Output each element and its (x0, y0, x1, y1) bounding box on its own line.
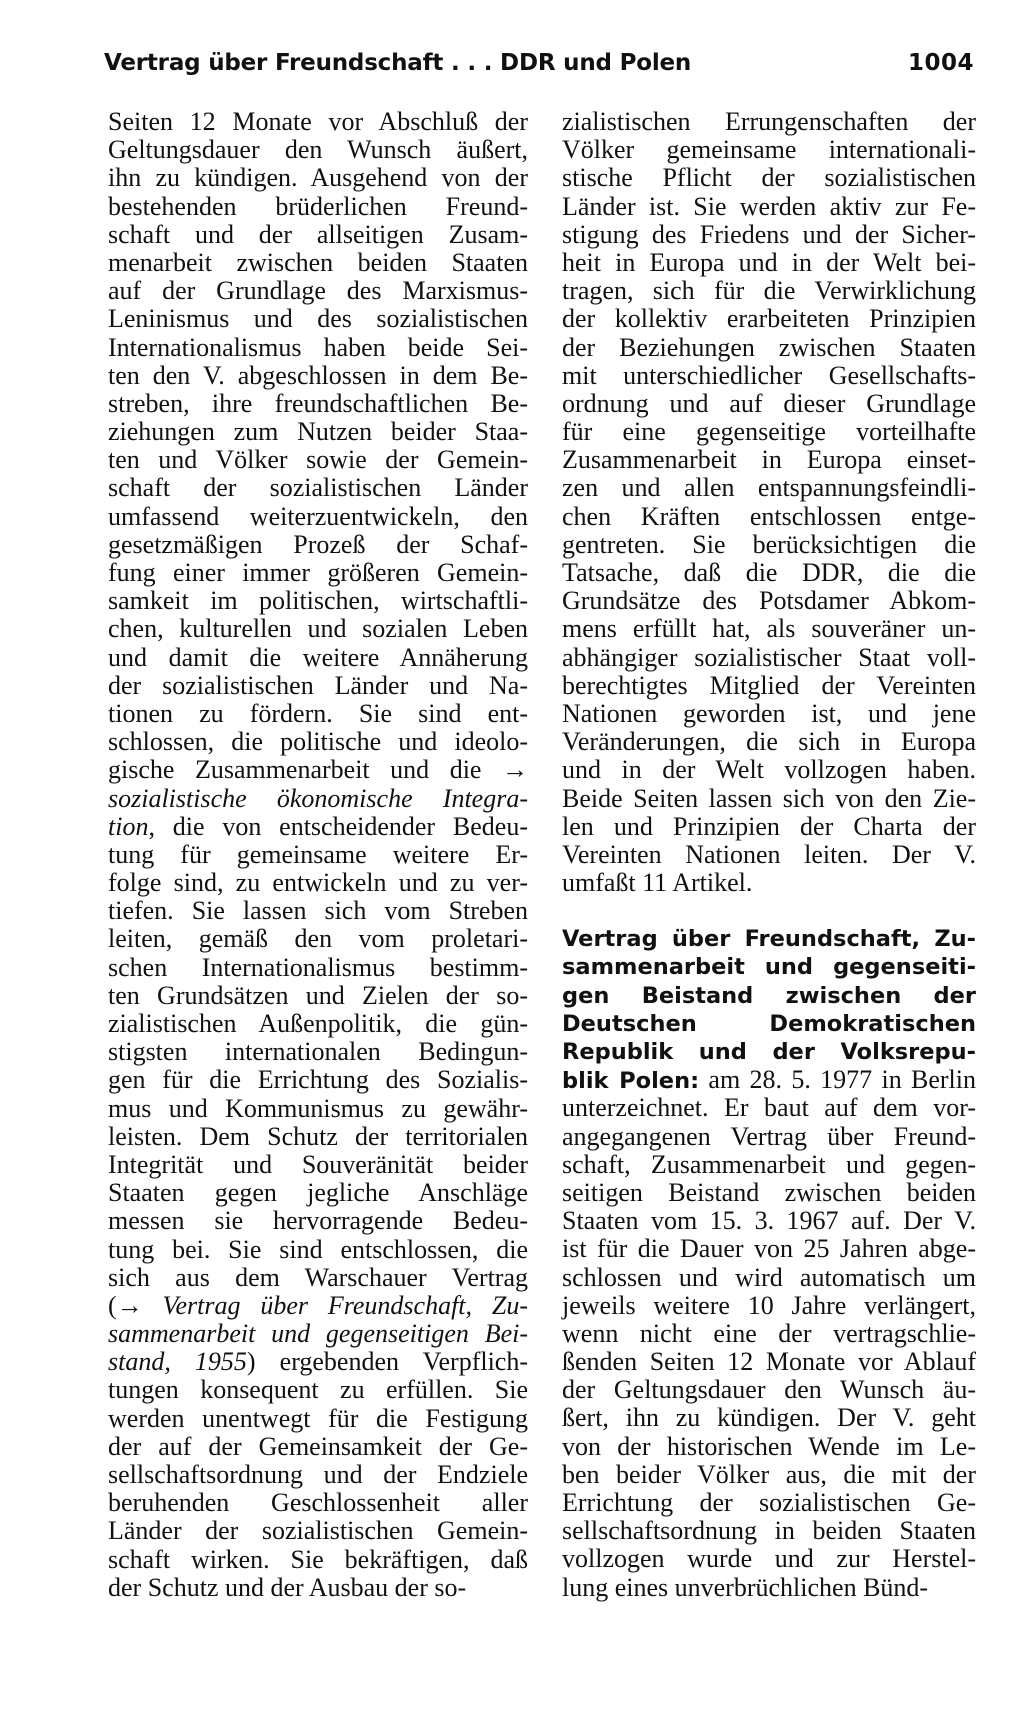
text-line: zialistischen Außenpolitik, die gün- (108, 1009, 528, 1038)
text-line: vollzogen wurde und zur Herstel- (562, 1544, 976, 1574)
text-line: der kollektiv erarbeiteten Prinzipien (562, 304, 976, 334)
text-line: ten den V. abgeschlossen in dem Be- (108, 360, 528, 390)
text-line: unterzeichnet. Er baut auf dem vor- (562, 1093, 976, 1123)
entry-heading-line: Republik und der Volksrepu- (562, 1039, 976, 1065)
text-line (108, 1292, 528, 1320)
text-line: Völker gemeinsame internationali- (562, 135, 976, 165)
text-line: Nationen geworden ist, und jene (562, 698, 976, 728)
text-line: stigsten internationalen Bedingun- (108, 1037, 528, 1067)
entry-heading-line: gen Beistand zwischen der (562, 982, 976, 1009)
text-line: stigung des Friedens und der Sicher- (562, 219, 976, 249)
text-line: zialistischen Errungenschaften der (562, 107, 976, 136)
text-line: Internationalismus haben beide Sei- (108, 332, 528, 362)
text-line: sich aus dem Warschauer Vertrag (108, 1262, 528, 1292)
text-line: sellschaftsordnung und der Endziele (108, 1460, 528, 1489)
right-column (562, 108, 976, 1602)
text-line: der auf der Gemeinsamkeit der Ge- (108, 1431, 528, 1461)
page-number: 1004 (907, 50, 974, 76)
text-line: schen Internationalismus bestimm- (108, 952, 528, 982)
text-line: der Geltungsdauer den Wunsch äu- (562, 1375, 976, 1405)
text-line: heit in Europa und in der Welt bei- (562, 247, 976, 277)
text-line: folge sind, zu entwickeln und zu ver- (108, 868, 528, 898)
text-line: Geltungsdauer den Wunsch äußert, (108, 135, 528, 165)
entry-heading-line: Deutschen Demokratischen (562, 1010, 976, 1037)
text-line: und damit die weitere Annäherung (108, 642, 528, 672)
paragraph-gap (562, 897, 976, 925)
left-column (108, 108, 528, 1602)
text-line: tragen, sich für die Verwirklichung (562, 276, 976, 306)
text-line (108, 1320, 528, 1348)
text-line: Leninismus und des sozialistischen (108, 304, 528, 334)
text-line: Staaten gegen jegliche Anschläge (108, 1178, 528, 1208)
text-line: berechtigtes Mitglied der Vereinten (562, 670, 976, 700)
text-line: für eine gegenseitige vorteilhafte (562, 417, 976, 447)
text-line: tungen konsequent zu erfüllen. Sie (108, 1375, 528, 1405)
text-line: ßenden Seiten 12 Monate vor Ablauf (562, 1347, 976, 1377)
text-fragment: am 28. 5. 1977 in Berlin (699, 1065, 976, 1095)
text-line: messen sie hervorragende Bedeu- (108, 1206, 528, 1236)
text-line: bestehenden brüderlichen Freund- (108, 191, 528, 221)
text-line: gische Zusammenarbeit und die → (108, 755, 528, 785)
text-line: len und Prinzipien der Charta der (562, 811, 976, 841)
text-line: ist für die Dauer von 25 Jahren abge- (562, 1234, 976, 1264)
text-line: mus und Kommunismus zu gewähr- (108, 1093, 528, 1123)
text-line: ben beider Völker aus, die mit der (562, 1459, 976, 1489)
running-head (104, 50, 974, 90)
text-line: ten und Völker sowie der Gemein- (108, 445, 528, 475)
entry-heading-line (562, 1066, 976, 1094)
text-line: Vereinten Nationen leiten. Der V. (562, 839, 976, 869)
text-line: fung einer immer größeren Gemein- (108, 558, 528, 587)
text-line: lung eines unverbrüchlichen Bünd- (562, 1572, 929, 1602)
text-line: Errichtung der sozialistischen Ge- (562, 1488, 976, 1517)
text-line: jeweils weitere 10 Jahre verlängert, (562, 1290, 976, 1320)
text-line: ihn zu kündigen. Ausgehend von der (108, 163, 528, 193)
text-line: schaft, Zusammenarbeit und gegen- (562, 1149, 976, 1179)
text-line: der sozialistischen Länder und Na- (108, 670, 528, 700)
text-line: Grundsätze des Potsdamer Abkom- (562, 586, 976, 616)
text-line: mens erfüllt hat, als souveräner un- (562, 614, 976, 644)
text-fragment: (→ (108, 1290, 163, 1320)
text-line: menarbeit zwischen beiden Staaten (108, 247, 528, 277)
text-line: tung für gemeinsame weitere Er- (108, 839, 528, 869)
text-line: der Beziehungen zwischen Staaten (562, 332, 976, 362)
text-line: samkeit im politischen, wirtschaftli- (108, 586, 528, 616)
text-line: tionen zu fördern. Sie sind ent- (108, 698, 528, 728)
text-line: sellschaftsordnung in beiden Staaten (562, 1516, 976, 1546)
italic-text: tion (108, 811, 149, 841)
text-line: beruhenden Geschlossenheit aller (108, 1488, 528, 1518)
text-line: streben, ihre freundschaftlichen Be- (108, 388, 528, 418)
text-line: mit unterschiedlicher Gesellschafts- (562, 360, 976, 390)
text-fragment: , die von entscheidender Bedeu- (148, 811, 528, 841)
text-line: tung bei. Sie sind entschlossen, die (108, 1234, 528, 1264)
text-line: Integrität und Souveränität beider (108, 1149, 528, 1179)
text-line: leiten, gemäß den vom proletari- (108, 924, 528, 954)
text-line: gentreten. Sie berücksichtigen die (562, 529, 976, 559)
text-line: ziehungen zum Nutzen beider Staa- (108, 417, 528, 447)
text-line: abhängiger sozialistischer Staat voll- (562, 642, 976, 672)
text-line: gen für die Errichtung des Sozialis- (108, 1065, 528, 1095)
text-line (108, 813, 528, 841)
text-line (108, 785, 528, 813)
text-line: Zusammenarbeit in Europa einset- (562, 445, 976, 475)
entry-heading-line: sammenarbeit und gegenseiti- (562, 954, 976, 981)
text-line: wenn nicht eine der vertragschlie- (562, 1318, 976, 1348)
text-line: werden unentwegt für die Festigung (108, 1403, 528, 1433)
text-line: chen Kräften entschlossen entge- (562, 501, 976, 531)
text-line: und in der Welt vollzogen haben. (562, 755, 976, 785)
text-line: tiefen. Sie lassen sich vom Streben (108, 896, 528, 926)
text-line: ßert, ihn zu kündigen. Der V. geht (562, 1403, 976, 1433)
text-line: umfassend weiterzuentwickeln, den (108, 501, 528, 531)
italic-text: sammenarbeit und gegenseitigen Bei- (108, 1319, 528, 1349)
text-line: leisten. Dem Schutz der territorialen (108, 1121, 528, 1151)
text-line: Staaten vom 15. 3. 1967 auf. Der V. (562, 1206, 976, 1236)
text-line: chen, kulturellen und sozialen Leben (108, 614, 528, 644)
text-line: angegangenen Vertrag über Freund- (562, 1121, 976, 1151)
text-line: Seiten 12 Monate vor Abschluß der (108, 107, 528, 136)
text-line: seitigen Beistand zwischen beiden (562, 1177, 976, 1207)
text-line: Länder der sozialistischen Gemein- (108, 1516, 528, 1546)
text-line: der Schutz und der Ausbau der so- (108, 1572, 467, 1602)
text-line: schaft wirken. Sie bekräftigen, daß (108, 1544, 528, 1574)
entry-heading-end: blik Polen: (562, 1068, 700, 1095)
text-line: Beide Seiten lassen sich von den Zie- (562, 783, 976, 813)
text-line: schlossen, die politische und ideolo- (108, 727, 528, 757)
text-line: stische Pflicht der sozialistischen (562, 163, 976, 193)
text-line: ten Grundsätzen und Zielen der so- (108, 980, 528, 1010)
italic-text: sozialistische ökonomische Integra- (108, 783, 528, 813)
text-line: auf der Grundlage des Marxismus- (108, 276, 528, 306)
running-head-title: Vertrag über Freundschaft . . . DDR und Polen (104, 50, 692, 76)
text-fragment: ) ergebenden Verpflich- (246, 1347, 529, 1377)
text-line: umfaßt 11 Artikel. (562, 868, 753, 898)
text-line: von der historischen Wende im Le- (562, 1431, 976, 1461)
text-line: schaft und der allseitigen Zusam- (108, 219, 528, 249)
entry-heading-line: Vertrag über Freundschaft, Zu- (562, 926, 976, 953)
text-line: Länder ist. Sie werden aktiv zur Fe- (562, 191, 976, 221)
text-line: ordnung und auf dieser Grundlage (562, 388, 976, 418)
text-line (108, 1348, 528, 1376)
text-line: gesetzmäßigen Prozeß der Schaf- (108, 529, 528, 559)
text-line: schaft der sozialistischen Länder (108, 473, 528, 503)
text-line: Veränderungen, die sich in Europa (562, 727, 976, 757)
text-line: zen und allen entspannungsfeindli- (562, 473, 976, 503)
italic-text: Vertrag über Freundschaft, Zu- (162, 1290, 528, 1320)
text-line: Tatsache, daß die DDR, die die (562, 558, 976, 587)
text-line: schlossen und wird automatisch um (562, 1262, 976, 1292)
italic-text: stand, 1955 (108, 1347, 247, 1377)
